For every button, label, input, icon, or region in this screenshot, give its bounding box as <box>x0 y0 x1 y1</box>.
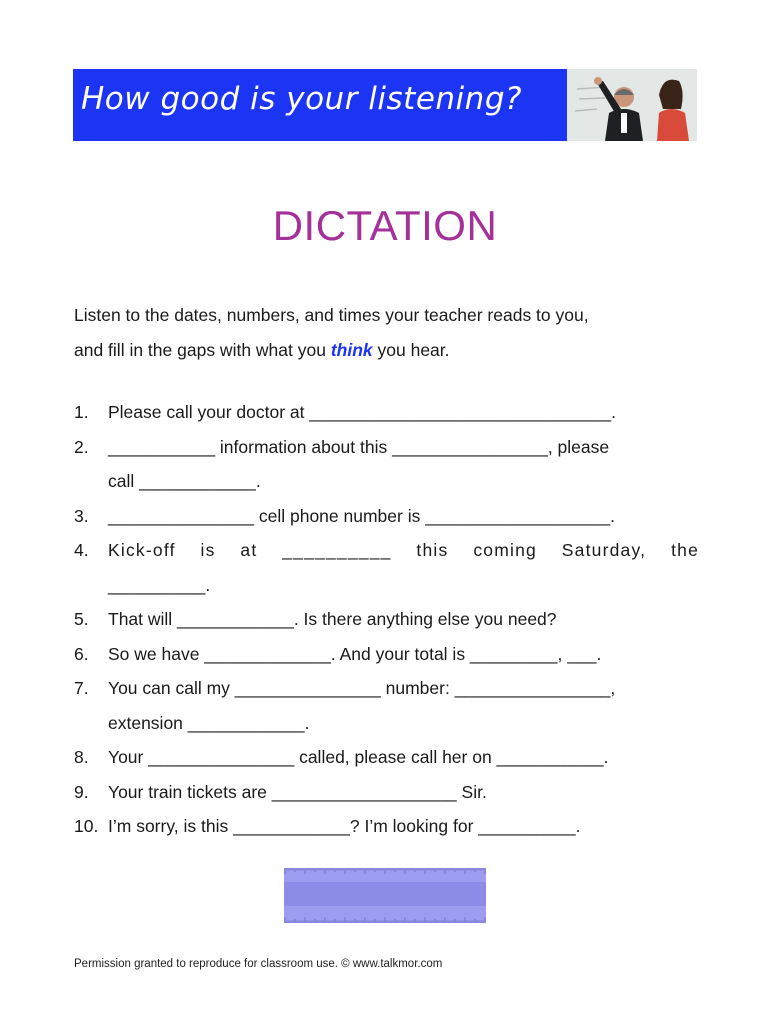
banner-title: How good is your listening? <box>81 81 522 117</box>
list-item <box>74 809 699 844</box>
item-text: I’m sorry, is this ____________? I’m looking for __________. <box>108 816 581 836</box>
item-number: 6. <box>74 643 89 664</box>
copyright-footer: Permission granted to reproduce for classroom use. © www.talkmor.com <box>74 958 443 970</box>
item-number: 10. <box>74 816 99 836</box>
ruler-image <box>284 866 486 925</box>
item-number: 9. <box>74 781 89 802</box>
item-number: 3. <box>74 505 89 526</box>
item-number: 5. <box>74 609 89 629</box>
item-text: Please call your doctor at _______________________________. <box>108 402 616 422</box>
item-text: Your train tickets are ___________________ Sir. <box>108 781 487 802</box>
list-item <box>74 637 699 672</box>
item-text: So we have _____________. And your total is _________, ___. <box>108 643 602 664</box>
item-number: 7. <box>74 678 89 698</box>
emphasis-think: think <box>330 340 373 360</box>
item-number: 1. <box>74 402 89 422</box>
item-continuation: call ____________. <box>108 471 261 491</box>
instructions-line-2 <box>74 333 704 368</box>
instructions <box>74 298 704 368</box>
item-text: That will ____________. Is there anything else you need? <box>108 609 557 629</box>
item-continuation: extension ____________. <box>108 712 310 733</box>
list-item <box>74 533 699 568</box>
list-item <box>74 602 699 637</box>
item-text: ___________ information about this ________________, please <box>108 436 610 457</box>
item-text: _______________ cell phone number is ___________________. <box>108 505 615 526</box>
instructions-text-end: you hear. <box>372 340 450 360</box>
list-item <box>74 740 699 775</box>
item-text: Your _______________ called, please call her on ___________. <box>108 747 609 767</box>
list-item <box>74 499 699 534</box>
page-title: DICTATION <box>272 202 498 249</box>
item-number: 2. <box>74 436 89 457</box>
instructions-line-1: Listen to the dates, numbers, and times your teacher reads to you, <box>74 305 589 325</box>
list-item <box>74 671 699 706</box>
item-text: You can call my _______________ number: ________________, <box>108 678 616 698</box>
list-item <box>74 430 699 465</box>
item-number: 4. <box>74 540 89 560</box>
instructions-text: and fill in the gaps with what you <box>74 340 331 360</box>
item-continuation: __________. <box>108 574 211 595</box>
item-text: Kick-off is at __________ this coming Saturday, the <box>108 540 699 560</box>
dictation-list <box>74 395 699 844</box>
list-item <box>74 775 699 810</box>
list-item <box>74 395 699 430</box>
item-number: 8. <box>74 747 89 767</box>
teacher-photo <box>567 69 697 141</box>
title-banner <box>73 69 697 141</box>
